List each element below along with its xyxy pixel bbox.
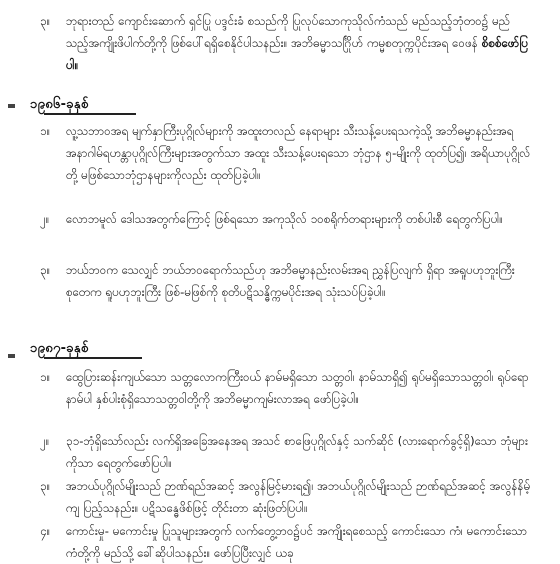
question-number: ၃။ bbox=[40, 479, 51, 493]
question-text: ကောင်းမှု- မကောင်းမှု ပြုသူများအတွက် လက်တွေ့ဘဝ၌ပင် အကျိုးရစေသည့် ကောင်းသော ကံ၊ မကောင်းသောကံတို့ကို မည်သို့ ခေါ်ဆိုပါသနည်း။ ဖော်ပြပြီးလျှင် ယခု bbox=[66, 524, 528, 560]
question-text-emphasis: စိစစ်ဖော်ပြပါ။ bbox=[66, 36, 529, 72]
margin-mark bbox=[8, 354, 15, 358]
question-text: လောဘမူလ် ဒေါသအတွက်ကြောင့် ဖြစ်ရသော အကုသိုလ် ၁၀စရိုက်တရားများကို တစ်ပါးစီ ရေတွက်ပြပါ။ bbox=[66, 212, 504, 226]
question-text: ဘယ်ဘဝက သေလျှင် ဘယ်ဘဝရောက်သည်ဟု အဘိဓမ္မာနည်းလမ်းအရ ညွှန်ပြလျက် ရှိရာ အရူပဟုဘူးကြီး စုတေက ရူပဟုဘူးကြီး ဖြစ်-မဖြစ်ကို စုတိပဋိသန္ဓိက္ကမပိုင်းအရ သုံးသပ်ပြခဲ့ပါ။ bbox=[66, 263, 515, 299]
question-item bbox=[40, 430, 532, 474]
question-text: ထွေပြားဆန်းကျယ်သော သတ္တလောကကြီးဝယ် နာမ်မရှိသော သတ္တဝါ၊ နာမ်သာရှိ၍ ရုပ်မရှိသောသတ္တဝါ၊ ရုပ်ရောနာမ်ပါ နှစ်ပါးစုံရှိသောသတ္တဝါတို့ကို အဘိဓမ္မာကျမ်းလာအရ ဖော်ပြခဲ့ပါ။ bbox=[66, 370, 529, 406]
question-number: ၃။ bbox=[40, 263, 51, 277]
question-item bbox=[40, 520, 532, 564]
question-number: ၄။ bbox=[40, 524, 51, 538]
question-number: ၂။ bbox=[40, 434, 50, 448]
question-number: ၃။ bbox=[40, 14, 51, 28]
section-heading: ၁၉၈၆-ခုနှစ် bbox=[30, 97, 89, 112]
margin-mark bbox=[8, 104, 15, 108]
question-text: ၃၁-ဘုံရှိသော်လည်း လက်ရှိအခြေအနေအရ အသင် စာဖြေပုဂ္ဂိုလ်နှင့် သက်ဆိုင် (လားရောက်ခွင့်ရှိ)သော ဘုံများကိုသာ ရေတွက်ဖော်ပြပါ။ bbox=[66, 434, 529, 470]
heading-underline bbox=[44, 357, 142, 359]
question-text: လူ့သဘာဝအရ မျက်နှာကြီးပုဂ္ဂိုလ်များကို အထူးတလည် နေရာများ သီးသန့်ပေးရသကဲ့သို့ အဘိဓမ္မာနည်းအရ အနာဂါမ်ရဟန္တာပုဂ္ဂိုလ်ကြီးများအတွက်သာ အထူး သီးသန့်ပေးရသော ဘုံဌာန ၅-မျိုးကို ထုတ်ပြ၍၊ အရိယာပုဂ္ဂိုလ်တို့ မဖြစ်သောဘုံဌာနများကိုလည်း ထုတ်ပြခဲ့ပါ။ bbox=[66, 124, 531, 182]
question-item bbox=[40, 120, 532, 186]
question-text: အဘယ်ပုဂ္ဂိုလ်မျိုးသည် ဉာဏ်ရည်အဆင့် အလွန်မြင့်မားရ၍၊ အဘယ်ပုဂ္ဂိုလ်မျိုးသည် ဉာဏ်ရည်အဆင့် အလွန်နိမ့်ကျ ပြည့်သနည်း။ ပဋိသန္ဓေဖိစ်ဖြင့် တိုင်းတာ ဆုံးဖြတ်ပြပါ။ bbox=[66, 479, 531, 515]
question-item bbox=[40, 366, 532, 410]
question-number: ၁။ bbox=[40, 370, 51, 384]
question-item bbox=[40, 259, 532, 303]
question-item bbox=[40, 208, 532, 230]
heading-underline bbox=[44, 113, 136, 115]
question-item bbox=[40, 10, 532, 76]
section-heading: ၁၉၈၇-ခုနှစ် bbox=[30, 341, 89, 356]
question-item bbox=[40, 475, 532, 519]
question-number: ၂။ bbox=[40, 212, 50, 226]
question-text: ဘုရားတည် ကျောင်းဆောက် ရှင်ပြု ပဒ္ဒင်းခံ စသည်ကို ပြုလုပ်သောကုသိုလ်ကံသည် မည်သည့်ဘုံတဝ၌ မည်သည့်အကျိုးဖိပါက်တို့ကို ဖြစ်ပေါ်ရရှိစေနိုင်ပါသနည်း။ အဘိဓမ္မာသင်္ဂြိုဟ် ကမ္မစတုက္ကပိုင်းအရ ဝေဖန် bbox=[66, 14, 511, 50]
question-number: ၁။ bbox=[40, 124, 51, 138]
